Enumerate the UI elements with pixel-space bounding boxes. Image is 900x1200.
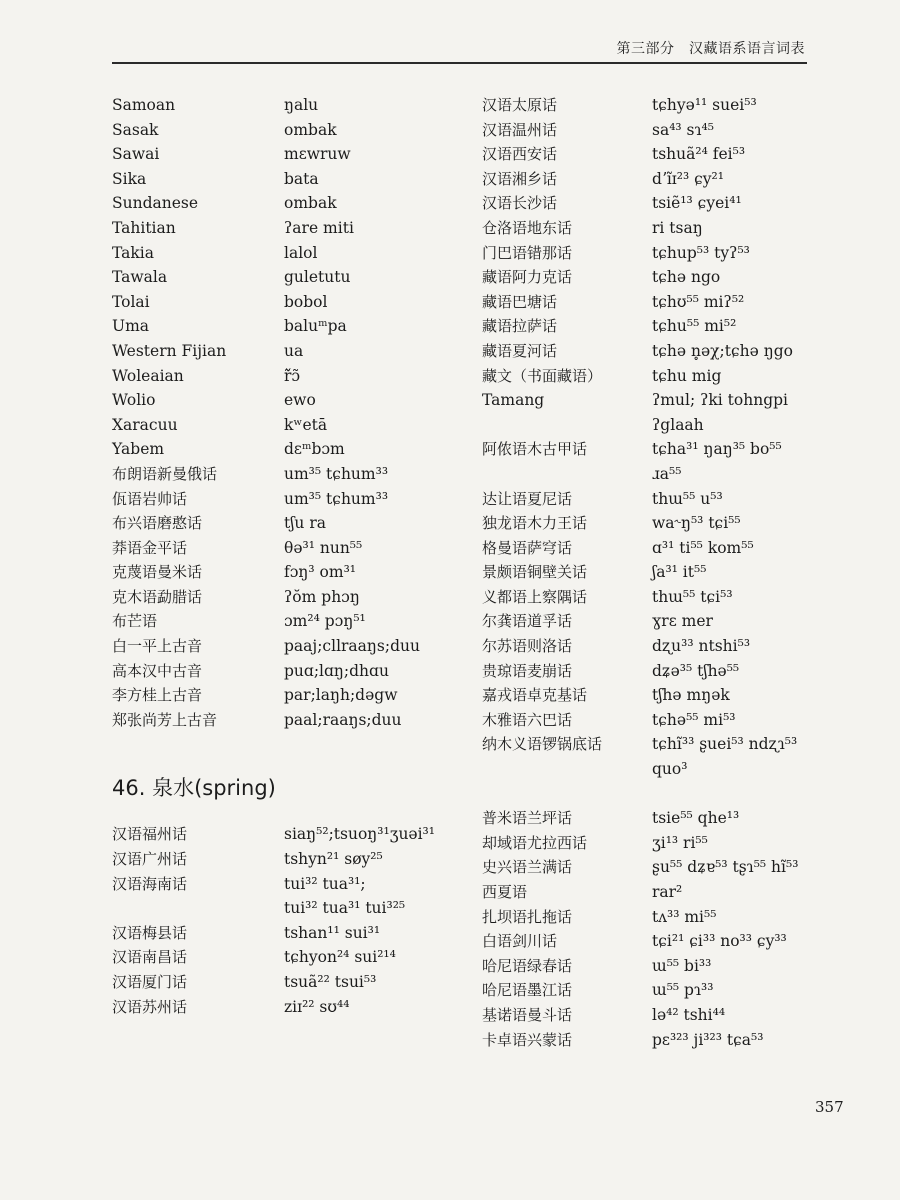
word-form: lalol <box>284 243 318 262</box>
language-name: 义都语上察隅话 <box>482 587 588 606</box>
language-name: Tolai <box>112 292 150 311</box>
language-name: Sundanese <box>112 194 199 213</box>
word-form: tɕhʊ⁵⁵ miʔ⁵² <box>652 292 745 311</box>
entry-row <box>482 191 842 216</box>
word-form: tɕhyə¹¹ suei⁵³ <box>652 96 757 114</box>
language-name: 汉语海南话 <box>112 874 188 893</box>
word-form: um³⁵ tɕhum³³ <box>284 489 389 508</box>
language-name: 门巴语错那话 <box>482 243 573 262</box>
right-list <box>482 93 842 1052</box>
entry-row <box>112 708 452 733</box>
language-name: Samoan <box>112 96 176 114</box>
left-bottom-list <box>112 822 452 1019</box>
section-title: 46. 泉水(spring) <box>112 776 276 801</box>
right-column <box>482 93 842 1052</box>
entry-row <box>482 806 842 831</box>
word-form: um³⁵ tɕhum³³ <box>284 464 389 483</box>
entry-row <box>482 290 842 315</box>
entry-row <box>112 847 452 872</box>
entry-row <box>112 216 452 241</box>
entry-row <box>482 118 842 143</box>
entry-row <box>482 487 842 512</box>
word-form: quo³ <box>652 760 688 779</box>
entry-row <box>112 822 452 847</box>
word-form: siaŋ⁵²;tsuoŋ³¹ʒuəi³¹ <box>284 825 435 844</box>
entry-row <box>482 954 842 979</box>
word-form: puɑ;lɑŋ;dhɑu <box>284 661 389 680</box>
word-form: tshuã²⁴ fei⁵³ <box>652 145 746 164</box>
entry-row <box>482 93 842 118</box>
entry-row <box>482 216 842 241</box>
language-name <box>482 782 652 807</box>
word-form: tʌ³³ mi⁵⁵ <box>652 907 717 926</box>
language-name: 佤语岩帅话 <box>112 489 188 508</box>
word-form: sa⁴³ sɿ⁴⁵ <box>652 120 714 139</box>
word-form: dʐu³³ ntshi⁵³ <box>652 637 751 656</box>
running-header: 第三部分 汉藏语系语言词表 <box>616 41 805 57</box>
left-column <box>112 93 452 1019</box>
word-form: rar² <box>652 883 683 901</box>
language-name <box>482 462 652 487</box>
entry-row <box>112 93 452 118</box>
word-form: ɑ³¹ ti⁵⁵ kom⁵⁵ <box>652 538 754 557</box>
word-form: thɯ⁵⁵ tɕi⁵³ <box>652 587 733 606</box>
entry-row <box>482 905 842 930</box>
word-form: tɕi²¹ ɕi³³ no³³ ɕy³³ <box>652 932 787 951</box>
language-name: Tawala <box>112 268 168 287</box>
word-form: fɔŋ³ om³¹ <box>284 563 356 582</box>
language-name: 藏语巴塘话 <box>482 292 558 311</box>
word-form: tɕhə⁵⁵ mi⁵³ <box>652 710 736 729</box>
word-form: tɕhu mig <box>652 366 722 385</box>
word-form: tɕha³¹ ŋaŋ³⁵ bo⁵⁵ <box>652 440 782 459</box>
word-form: tɕhĩ³³ ʂuei⁵³ ndʐɿ⁵³ <box>652 735 798 754</box>
language-name: 尔苏语则洛话 <box>482 637 573 656</box>
entry-row <box>112 896 452 921</box>
word-form: tɕhup⁵³ tyʔ⁵³ <box>652 243 750 262</box>
language-name: Yabem <box>112 440 165 459</box>
entry-row <box>482 782 842 807</box>
entry-row <box>112 462 452 487</box>
entry-row <box>482 585 842 610</box>
word-form: thɯ⁵⁵ u⁵³ <box>652 489 723 508</box>
language-name: 汉语梅县话 <box>112 923 188 942</box>
word-form: tui³² tua³¹; <box>284 874 366 893</box>
language-name: 仓洛语地东话 <box>482 218 573 237</box>
language-name: 藏文（书面藏语） <box>482 366 603 385</box>
entry-row <box>112 265 452 290</box>
language-name: 汉语南昌话 <box>112 948 188 967</box>
entry-row <box>482 1003 842 1028</box>
entry-row <box>482 314 842 339</box>
word-form: bobol <box>284 292 328 311</box>
entry-row <box>112 585 452 610</box>
entry-row <box>482 1028 842 1053</box>
language-name: Uma <box>112 317 150 336</box>
word-form: tɕhə ngo <box>652 268 721 287</box>
word-form: tɕhyon²⁴ sui²¹⁴ <box>284 948 396 967</box>
word-form: paal;raaŋs;duu <box>284 710 402 729</box>
word-form: ɯ⁵⁵ bi³³ <box>652 956 712 975</box>
entry-row <box>112 609 452 634</box>
word-form: ombak <box>284 194 337 213</box>
entry-row <box>112 167 452 192</box>
language-name: 却域语尤拉西话 <box>482 833 588 852</box>
entry-row <box>482 413 842 438</box>
entry-row <box>482 732 842 757</box>
language-name: 汉语长沙话 <box>482 194 558 213</box>
language-name: 汉语西安话 <box>482 145 558 164</box>
entry-row <box>482 462 842 487</box>
language-name: 白语剑川话 <box>482 932 558 951</box>
language-name: Wolio <box>112 391 156 410</box>
language-name: 达让语夏尼话 <box>482 489 573 508</box>
entry-row <box>482 757 842 782</box>
entry-row <box>482 265 842 290</box>
word-form: ombak <box>284 120 337 139</box>
word-form: ʔmul; ʔki tohngpi <box>652 391 789 410</box>
word-form: tui³² tua³¹ tui³²⁵ <box>284 899 406 918</box>
language-name: Xaracuu <box>112 415 178 434</box>
language-name: 克木语勐腊话 <box>112 587 203 606</box>
language-name: 阿侬语木古甲话 <box>482 440 588 459</box>
word-form: tsuã²² tsui⁵³ <box>284 973 377 991</box>
entry-row <box>112 945 452 970</box>
word-form: ua <box>284 341 304 360</box>
word-form: ʔglaah <box>652 415 704 434</box>
entry-row <box>482 167 842 192</box>
word-form: tʃhə mŋək <box>652 686 730 705</box>
word-form: ri tsaŋ <box>652 218 703 237</box>
language-name: Sasak <box>112 120 159 139</box>
word-form: wa˞ŋ⁵³ tɕi⁵⁵ <box>652 514 741 533</box>
entry-row <box>112 142 452 167</box>
word-form: tshyn²¹ søy²⁵ <box>284 850 383 869</box>
language-name: 汉语温州话 <box>482 120 558 139</box>
language-name: 纳木义语锣锅底话 <box>482 735 603 754</box>
language-name: 汉语广州话 <box>112 850 188 869</box>
language-name: 白一平上古音 <box>112 637 203 656</box>
entry-row <box>482 659 842 684</box>
entry-row <box>482 708 842 733</box>
entry-row <box>112 413 452 438</box>
language-name: 汉语湘乡话 <box>482 169 558 188</box>
language-name: 卡卓语兴蒙话 <box>482 1030 573 1049</box>
entry-row <box>112 191 452 216</box>
language-name: 李方桂上古音 <box>112 686 203 705</box>
entry-row <box>482 609 842 634</box>
entry-row <box>482 683 842 708</box>
word-form: tʃu ra <box>284 514 326 533</box>
word-form: bata <box>284 169 319 188</box>
language-name <box>482 413 652 438</box>
word-form: ʂu⁵⁵ dʑɐ⁵³ tʂɿ⁵⁵ hĩ⁵³ <box>652 858 799 877</box>
word-form: guletutu <box>284 268 351 287</box>
entry-row <box>482 855 842 880</box>
language-name: 汉语太原话 <box>482 96 558 114</box>
language-name: 普米语兰坪话 <box>482 809 573 828</box>
word-form: ziɪ²² sʊ⁴⁴ <box>284 997 350 1016</box>
word-form: dɛᵐbɔm <box>284 440 345 459</box>
entry-row <box>112 683 452 708</box>
language-name: 西夏语 <box>482 883 528 901</box>
entry-row <box>482 437 842 462</box>
language-name: 藏语阿力克话 <box>482 268 573 287</box>
language-name: 嘉戎语卓克基话 <box>482 686 588 705</box>
language-name: Takia <box>112 243 154 262</box>
word-form: ɹa⁵⁵ <box>652 464 682 483</box>
entry-row <box>482 831 842 856</box>
word-form: tɕhu⁵⁵ mi⁵² <box>652 317 737 336</box>
word-form: ʔare miti <box>284 218 354 237</box>
language-name: 哈尼语绿春话 <box>482 956 573 975</box>
word-form: mɛwruw <box>284 145 351 164</box>
entry-row <box>112 536 452 561</box>
entry-row <box>482 241 842 266</box>
language-name: Sawai <box>112 145 160 164</box>
entry-row <box>482 142 842 167</box>
entry-row <box>112 511 452 536</box>
page-number: 357 <box>815 1098 844 1116</box>
entry-row <box>482 560 842 585</box>
word-form: ʔŏm phɔŋ <box>284 587 360 606</box>
language-name: 独龙语木力王话 <box>482 514 588 533</box>
entry-row <box>112 339 452 364</box>
entry-row <box>112 437 452 462</box>
language-name: 汉语厦门话 <box>112 973 188 991</box>
language-name: 基诺语曼斗话 <box>482 1005 573 1024</box>
language-name: 高本汉中古音 <box>112 661 203 680</box>
word-form: tsie⁵⁵ qhe¹³ <box>652 809 740 828</box>
word-form: tɕhə n̥əχ;tɕhə ŋgo <box>652 341 793 360</box>
entry-row <box>112 872 452 897</box>
language-name: Western Fijian <box>112 341 227 360</box>
entry-row <box>112 659 452 684</box>
entry-row <box>112 487 452 512</box>
language-name: 布兴语磨憨话 <box>112 514 203 533</box>
entry-row <box>112 970 452 995</box>
entry-row <box>482 511 842 536</box>
language-name: 郑张尚芳上古音 <box>112 710 218 729</box>
language-name: Sika <box>112 169 147 188</box>
entry-row <box>482 634 842 659</box>
word-form: par;laŋh;dəgw <box>284 686 398 705</box>
language-name: 木雅语六巴话 <box>482 710 573 729</box>
entry-row <box>112 314 452 339</box>
language-name: 汉语苏州话 <box>112 997 188 1016</box>
entry-row <box>112 634 452 659</box>
entry-row <box>482 364 842 389</box>
entry-row <box>112 241 452 266</box>
entry-row <box>482 929 842 954</box>
language-name: Tahitian <box>112 218 176 237</box>
language-name: 藏语夏河话 <box>482 341 558 360</box>
language-name: 克蔑语曼米话 <box>112 563 203 582</box>
language-name: Woleaian <box>112 366 184 385</box>
language-name <box>112 896 284 921</box>
language-name: 尔龚语道孚话 <box>482 612 573 631</box>
entry-row <box>112 290 452 315</box>
language-name: 藏语拉萨话 <box>482 317 558 336</box>
word-form: ř̃ɔ̃ <box>284 366 301 385</box>
entry-row <box>482 388 842 413</box>
word-form: ɣrɛ mer <box>652 612 713 631</box>
language-name: 哈尼语墨江话 <box>482 981 573 1000</box>
language-name: Tamang <box>482 391 545 410</box>
entry-row <box>112 995 452 1020</box>
word-form: dʼĩɪ²³ ɕy²¹ <box>652 169 724 188</box>
language-name: 汉语福州话 <box>112 825 188 844</box>
word-form: ewo <box>284 391 316 410</box>
left-top-list <box>112 93 452 732</box>
word-form: pɛ³²³ ji³²³ tɕa⁵³ <box>652 1030 764 1049</box>
word-form: paaj;cllraaŋs;duu <box>284 637 420 656</box>
word-form: ʃa³¹ it⁵⁵ <box>652 563 707 582</box>
word-form: lə⁴² tshi⁴⁴ <box>652 1005 726 1024</box>
entry-row <box>112 560 452 585</box>
language-name: 布芒语 <box>112 612 158 631</box>
entry-row <box>482 880 842 905</box>
language-name: 贵琼语麦崩话 <box>482 661 573 680</box>
word-form: tsiẽ¹³ ɕyei⁴¹ <box>652 194 742 213</box>
word-form: dʑə³⁵ tʃhə⁵⁵ <box>652 661 740 680</box>
entry-row <box>112 921 452 946</box>
word-form: ʒi¹³ ri⁵⁵ <box>652 833 708 852</box>
word-form: θə³¹ nun⁵⁵ <box>284 538 363 557</box>
entry-row <box>482 536 842 561</box>
entry-row <box>112 118 452 143</box>
entry-row <box>482 978 842 1003</box>
entry-row <box>482 339 842 364</box>
language-name: 格曼语萨穹话 <box>482 538 573 557</box>
language-name: 莽语金平话 <box>112 538 188 557</box>
language-name: 布朗语新曼俄话 <box>112 464 218 483</box>
language-name: 景颇语铜壁关话 <box>482 563 588 582</box>
word-form: tshan¹¹ sui³¹ <box>284 923 381 942</box>
header-rule <box>112 62 807 64</box>
word-form: ŋalu <box>284 96 319 114</box>
word-form: ɯ⁵⁵ pɿ³³ <box>652 981 714 1000</box>
language-name: 史兴语兰满话 <box>482 858 573 877</box>
entry-row <box>112 364 452 389</box>
word-form: ɔm²⁴ pɔŋ⁵¹ <box>284 612 366 631</box>
word-form: kʷetā <box>284 415 328 434</box>
entry-row <box>112 388 452 413</box>
word-form: baluᵐpa <box>284 317 347 336</box>
language-name <box>482 757 652 782</box>
language-name: 扎坝语扎拖话 <box>482 907 573 926</box>
